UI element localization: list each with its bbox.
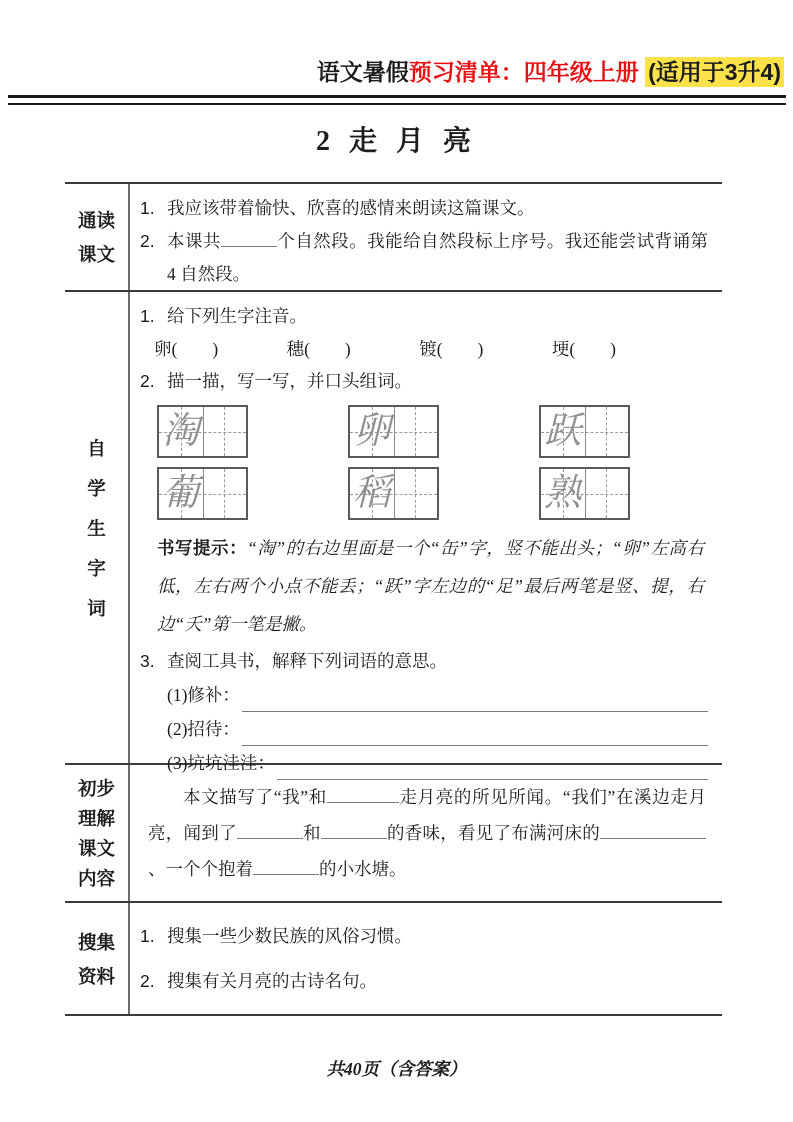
definition-line	[167, 678, 708, 712]
item-text	[167, 225, 708, 291]
list-item	[140, 645, 708, 678]
row-content	[130, 292, 722, 773]
table-row-collect-materials	[65, 901, 722, 1014]
row-label-line: 内容	[77, 870, 115, 890]
trace-character: 稻	[353, 472, 391, 514]
pinyin-item: 卵( )	[154, 339, 219, 359]
row-content	[130, 184, 722, 290]
item-number: 2.	[140, 371, 155, 391]
writing-tip-label: 书写提示：	[157, 538, 248, 558]
item-text: 我应该带着愉快、欣喜的感情来朗读这篇课文。	[167, 198, 535, 218]
row-label	[65, 903, 130, 1014]
row-label-line: 字	[87, 559, 106, 580]
row-label-line: 资料	[77, 967, 115, 988]
row-label-line: 搜集	[77, 933, 115, 954]
grid-guide-line	[606, 407, 607, 456]
row-label-line: 学	[87, 479, 106, 500]
definition-label: (1)修补：	[167, 685, 240, 705]
paragraph-segment: 、一个个抱着	[148, 859, 253, 879]
row-label-line: 自	[87, 439, 106, 460]
table-row-read-through	[65, 184, 722, 290]
character-grid-row	[157, 405, 708, 458]
item-number: 2.	[140, 970, 155, 991]
table-row-self-study-words	[65, 290, 722, 773]
pinyin-exercise-row	[154, 333, 616, 365]
paragraph-segment: 本文描写了“我”和	[183, 787, 327, 807]
page-title: 2 走 月 亮	[315, 126, 477, 157]
char-writing-box	[539, 405, 630, 458]
char-writing-box	[157, 467, 248, 520]
trace-character: 熟	[544, 472, 582, 514]
writing-tip-text: “淘”的右边里面是一个“缶”字，竖不能出头；“卵”左高右低，左右两个小点不能丢；“跃”字左边的“足”最后两笔是竖、提，右边“夭”第一笔是撇。	[157, 538, 705, 634]
item-text-pre: 本课共	[167, 231, 221, 251]
char-writing-box	[348, 405, 439, 458]
header-subject: 语文暑假	[316, 59, 409, 85]
header-series-title: 预习清单：四年级上册	[408, 59, 639, 85]
fill-in-blank	[253, 857, 319, 876]
item-text: 查阅工具书，解释下列词语的意思。	[167, 651, 447, 671]
row-label-line: 课文	[77, 246, 115, 266]
row-content	[130, 903, 722, 1014]
char-writing-box	[348, 467, 439, 520]
definition-label: (3)坑坑洼洼：	[167, 753, 275, 773]
grid-guide-line	[415, 469, 416, 518]
fill-in-blank	[237, 821, 303, 840]
item-text: 搜集一些少数民族的风俗习惯。	[167, 925, 412, 946]
row-label	[65, 184, 130, 290]
paragraph-segment: 的小水塘。	[319, 859, 407, 879]
list-item	[140, 365, 708, 398]
item-number: 3.	[140, 651, 155, 671]
trace-character: 淘	[162, 410, 200, 452]
item-text: 描一描，写一写，并口头组词。	[167, 371, 412, 391]
char-writing-box	[157, 405, 248, 458]
row-content	[130, 765, 722, 901]
character-grid-row	[157, 467, 708, 520]
trace-character: 卵	[353, 410, 391, 452]
paragraph-segment: 的香味，看见了布满河床的	[386, 823, 600, 843]
pinyin-item: 镀( )	[419, 339, 484, 359]
row-label-line: 生	[87, 519, 106, 540]
item-number: 2.	[140, 231, 155, 251]
grid-guide-line	[606, 469, 607, 518]
grid-guide-line	[224, 469, 225, 518]
row-label-line: 理解	[77, 810, 115, 830]
list-item	[140, 192, 708, 225]
fill-in-blank	[221, 229, 277, 248]
item-text: 搜集有关月亮的古诗名句。	[167, 970, 377, 991]
writing-tip	[157, 529, 704, 643]
fill-in-blank	[242, 719, 708, 746]
fill-in-paragraph	[140, 773, 708, 887]
fill-in-blank	[327, 785, 399, 804]
char-writing-box	[539, 467, 630, 520]
list-item	[140, 965, 708, 998]
list-item	[140, 920, 708, 953]
header-grade-badge: (适用于3升4)	[645, 57, 784, 87]
paragraph-segment: 和	[302, 823, 321, 843]
trace-character: 葡	[162, 472, 200, 514]
pinyin-item: 埂( )	[551, 339, 616, 359]
item-number: 1.	[140, 306, 155, 326]
item-text: 给下列生字注音。	[167, 306, 307, 326]
list-item	[140, 300, 708, 333]
header-brand	[317, 57, 784, 87]
footer-page-count: 共40页（含答案）	[326, 1059, 467, 1079]
fill-in-blank	[321, 821, 387, 840]
fill-in-blank	[242, 685, 708, 712]
row-label	[65, 292, 130, 763]
fill-in-blank	[600, 821, 706, 840]
trace-character: 跃	[544, 410, 582, 452]
row-label-line: 初步	[77, 780, 115, 800]
grid-guide-line	[224, 407, 225, 456]
row-label-line: 词	[87, 599, 106, 620]
row-label	[65, 765, 130, 901]
grid-guide-line	[415, 407, 416, 456]
paragraph-segment: 走月亮的所见所闻。“我们”在溪边走月亮，闻到了	[148, 787, 706, 843]
definition-label: (2)招待：	[167, 719, 240, 739]
item-text-post: 个自然段。我能给自然段标上序号。我还能尝试背诵第 4 自然段。	[167, 231, 708, 284]
table-row-comprehension	[65, 763, 722, 901]
item-number: 1.	[140, 198, 155, 218]
pinyin-item: 穗( )	[286, 339, 351, 359]
worksheet-table	[65, 182, 722, 1016]
header-double-rule	[8, 95, 786, 105]
definition-line	[167, 712, 708, 746]
row-label-line: 通读	[77, 212, 115, 232]
item-number: 1.	[140, 925, 155, 946]
list-item	[140, 225, 708, 291]
row-label-line: 课文	[77, 840, 115, 860]
